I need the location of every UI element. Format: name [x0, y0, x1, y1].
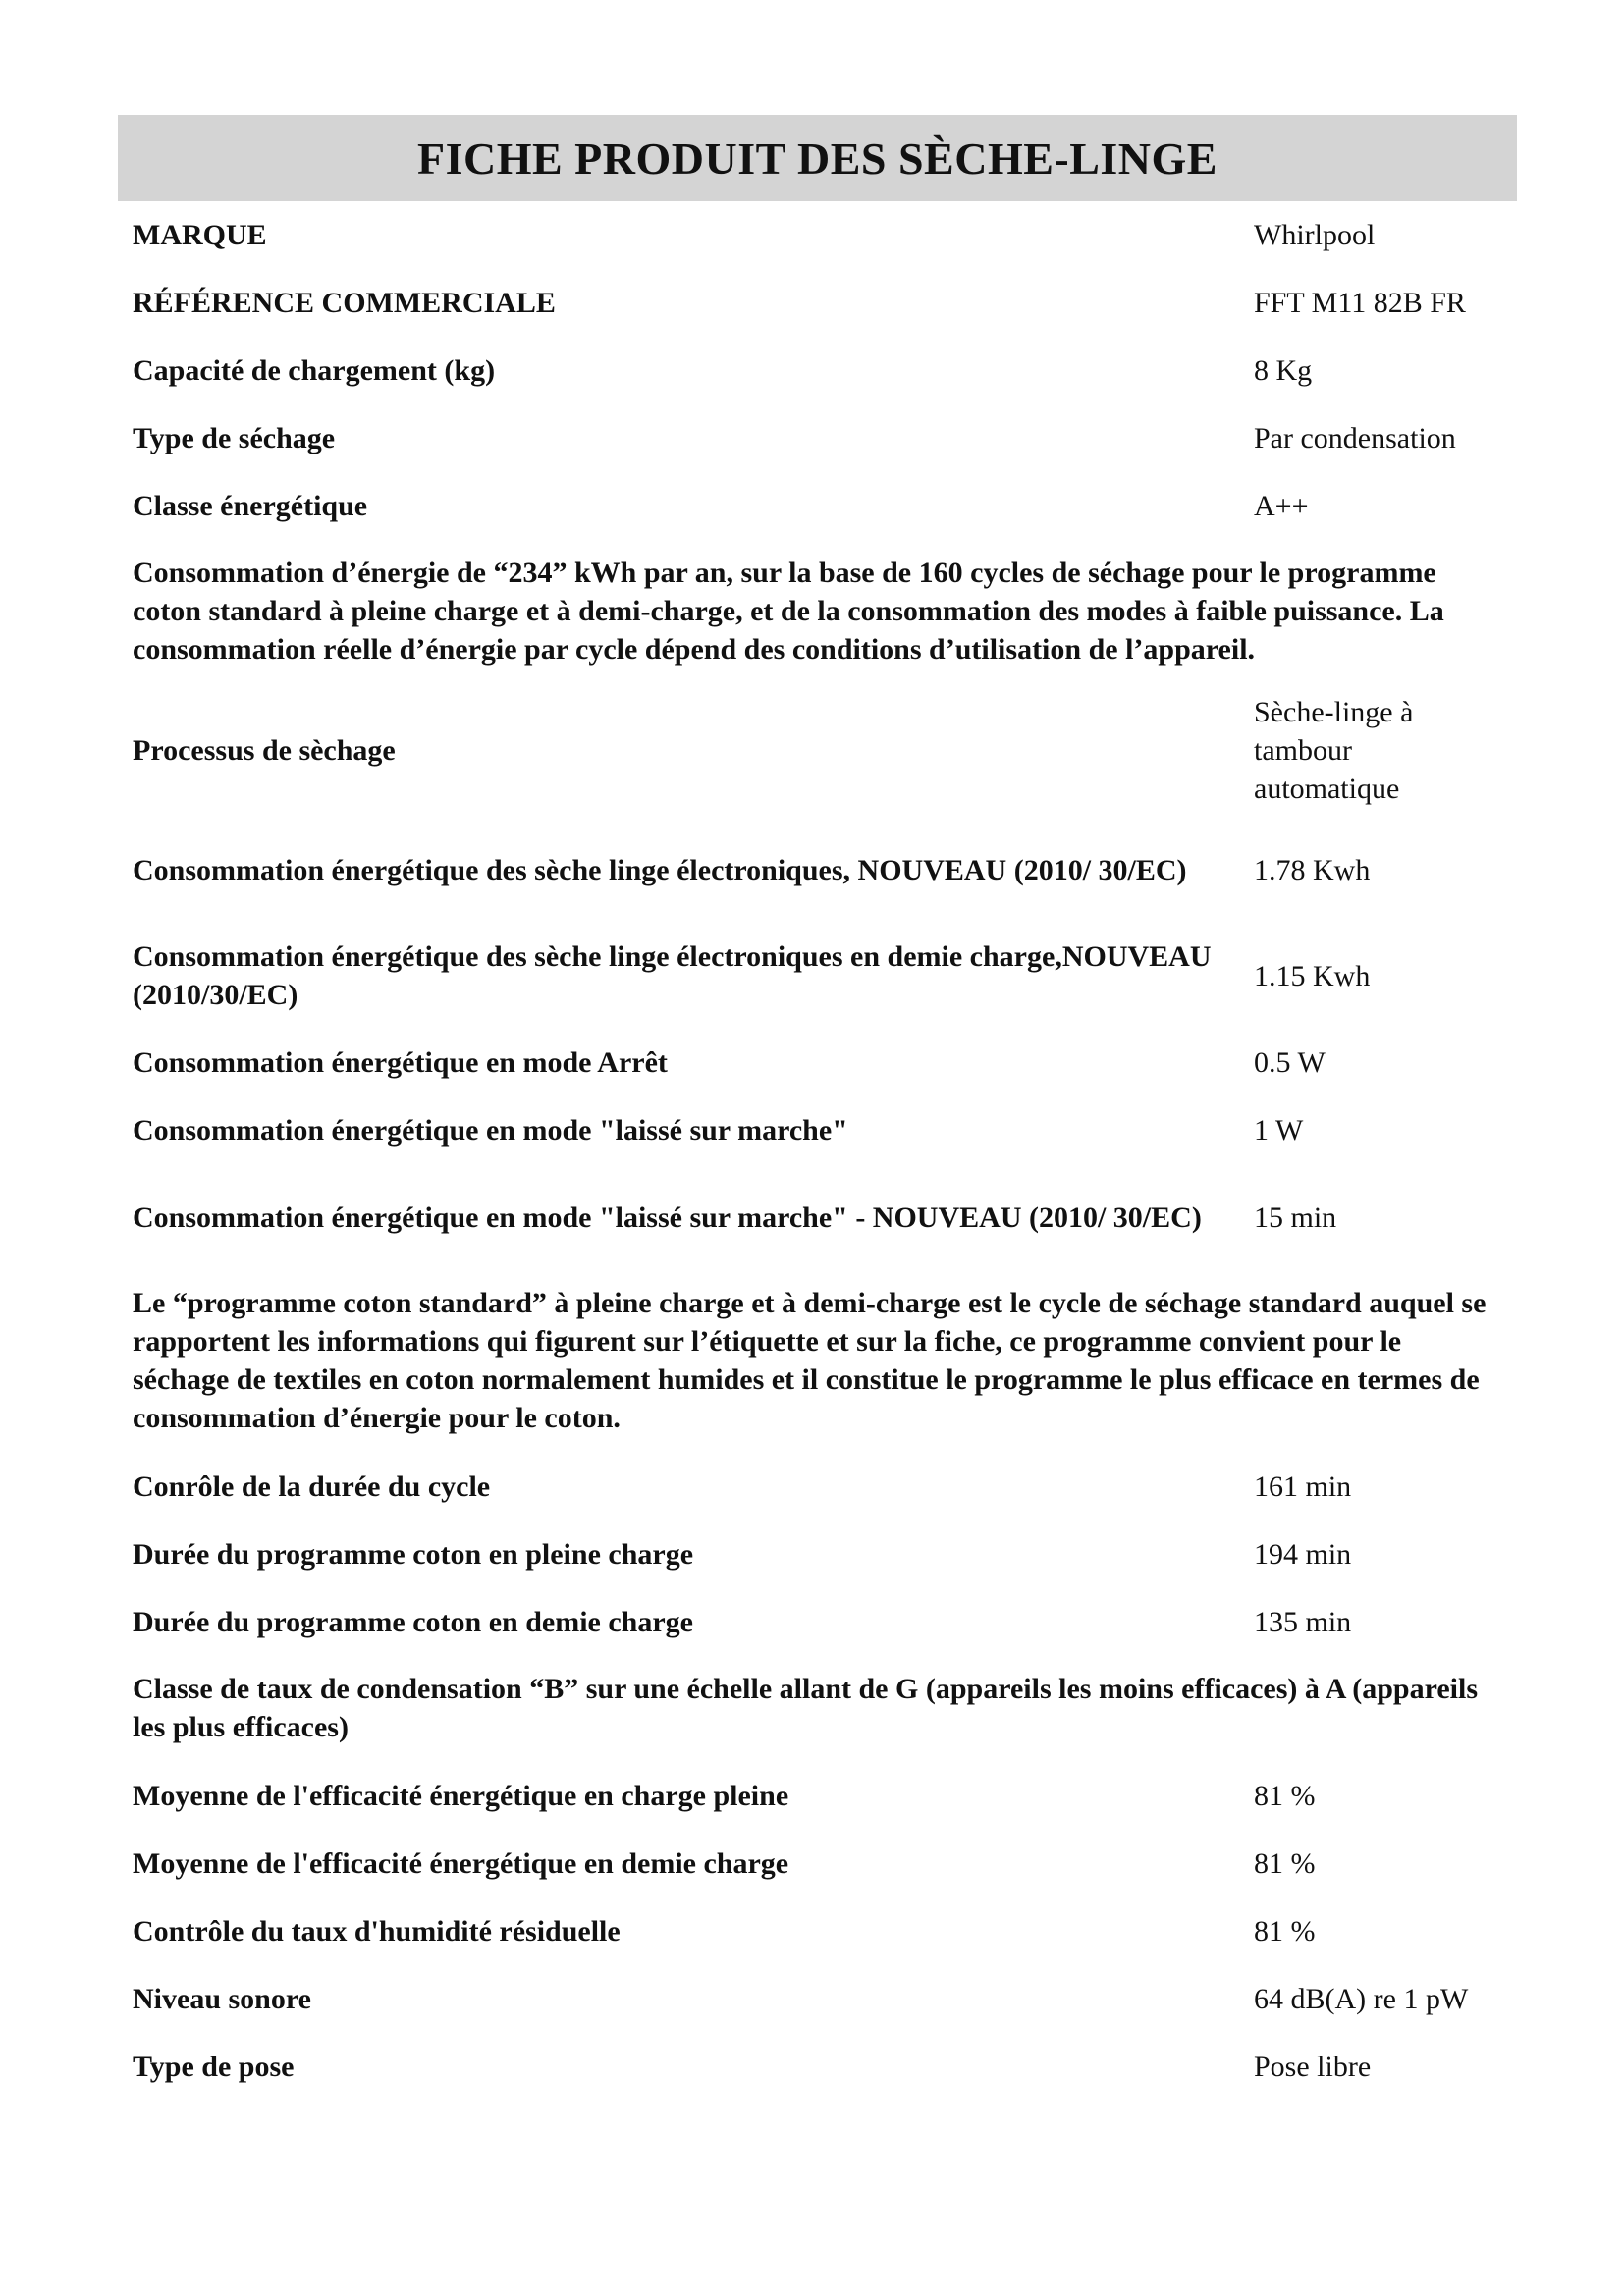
spec-row-left-on-mode — [133, 1096, 1502, 1164]
spec-value: Par condensation — [1254, 422, 1456, 454]
spec-label: Moyenne de l'efficacité énergétique en charge pleine — [133, 1780, 789, 1812]
spec-value: 0.5 W — [1254, 1046, 1326, 1079]
spec-label: Durée du programme coton en pleine charge — [133, 1538, 694, 1571]
spec-label: Classe énergétique — [133, 490, 368, 522]
spec-label: RÉFÉRENCE COMMERCIALE — [133, 287, 556, 319]
spec-label: Consommation énergétique en mode "laissé sur marche" - NOUVEAU (2010/ 30/EC) — [133, 1201, 1202, 1234]
standard-programme-paragraph: Le “programme coton standard” à pleine charge et à demi-charge est le cycle de séchage standard auquel se rapportent les informations qui figurent sur l’étiquette et sur la fiche, ce programme convient pour le séchage de textiles en coton normalement humides et il constitue le programme le plus efficace en termes de consommation d’énergie pour le coton. — [133, 1287, 1487, 1434]
spec-row-cycle-duration — [133, 1453, 1502, 1521]
spec-label: Processus de sèchage — [133, 734, 396, 767]
spec-value: 1.15 Kwh — [1254, 959, 1371, 992]
spec-value: 81 % — [1254, 1915, 1316, 1948]
spec-value: Pose libre — [1254, 2051, 1372, 2083]
spec-label: Moyenne de l'efficacité énergétique en demie charge — [133, 1847, 789, 1880]
energy-consumption-paragraph: Consommation d’énergie de “234” kWh par an, sur la base de 160 cycles de séchage pour le programme coton standard à pleine charge et à demi-charge, et de la consommation des modes à faible puissance. La consommation réelle d’énergie par cycle dépend des conditions d’utilisation de l’appareil. — [133, 557, 1444, 666]
spec-row-left-on-duration — [133, 1164, 1502, 1270]
spec-value: 81 % — [1254, 1847, 1316, 1880]
spec-row-half-load-duration — [133, 1588, 1502, 1656]
spec-label: MARQUE — [133, 219, 267, 251]
condensation-class-paragraph: Classe de taux de condensation “B” sur une échelle allant de G (appareils les moins efficaces) à A (appareils les plus efficaces) — [133, 1673, 1479, 1743]
spec-label: Durée du programme coton en demie charge — [133, 1606, 693, 1638]
spec-label: Consommation énergétique en mode Arrêt — [133, 1046, 668, 1079]
spec-row-reference — [133, 269, 1502, 337]
spec-row-residual-moisture — [133, 1897, 1502, 1965]
spec-label: Type de séchage — [133, 422, 336, 454]
spec-row-efficiency-half — [133, 1830, 1502, 1897]
spec-row-capacity — [133, 337, 1502, 404]
spec-row-drying-process — [133, 684, 1502, 817]
spec-label: Consommation énergétique en mode "laissé sur marche" — [133, 1114, 848, 1147]
spec-value: 135 min — [1254, 1606, 1352, 1638]
spec-label: Type de pose — [133, 2051, 295, 2083]
spec-row-installation-type — [133, 2033, 1502, 2101]
spec-value: 1.78 Kwh — [1254, 853, 1371, 886]
spec-value: Whirlpool — [1254, 219, 1376, 251]
spec-value: 8 Kg — [1254, 354, 1313, 387]
spec-value: 81 % — [1254, 1780, 1316, 1812]
spec-row-full-load-duration — [133, 1521, 1502, 1588]
spec-sheet — [133, 201, 1502, 2101]
spec-row-noise-level — [133, 1965, 1502, 2033]
spec-row-energy-class — [133, 472, 1502, 540]
spec-label: Niveau sonore — [133, 1983, 311, 2015]
spec-value: 64 dB(A) re 1 pW — [1254, 1983, 1469, 2015]
spec-row-off-mode — [133, 1029, 1502, 1096]
spec-row-efficiency-full — [133, 1762, 1502, 1830]
spec-value: 15 min — [1254, 1201, 1337, 1234]
spec-label: Capacité de chargement (kg) — [133, 354, 496, 387]
spec-value: 194 min — [1254, 1538, 1352, 1571]
spec-row-drying-type — [133, 404, 1502, 472]
spec-row-consumption-full — [133, 817, 1502, 923]
title-banner — [118, 115, 1517, 201]
spec-row-consumption-half — [133, 923, 1502, 1029]
spec-value: 1 W — [1254, 1114, 1304, 1147]
spec-value: FFT M11 82B FR — [1254, 287, 1466, 319]
spec-label: Contrôle du taux d'humidité résiduelle — [133, 1915, 621, 1948]
spec-row-brand — [133, 201, 1502, 269]
spec-value: Sèche-linge à tambour automatique — [1254, 696, 1414, 805]
spec-label: Consommation énergétique des sèche linge électroniques, NOUVEAU (2010/ 30/EC) — [133, 853, 1187, 886]
spec-value: 161 min — [1254, 1470, 1352, 1503]
spec-label: Conrôle de la durée du cycle — [133, 1470, 491, 1503]
document-title: FICHE PRODUIT DES SÈCHE-LINGE — [417, 133, 1218, 184]
spec-label: Consommation énergétique des sèche linge électroniques en demie charge,NOUVEAU (2010/30/EC) — [133, 940, 1212, 1011]
spec-value: A++ — [1254, 490, 1309, 522]
